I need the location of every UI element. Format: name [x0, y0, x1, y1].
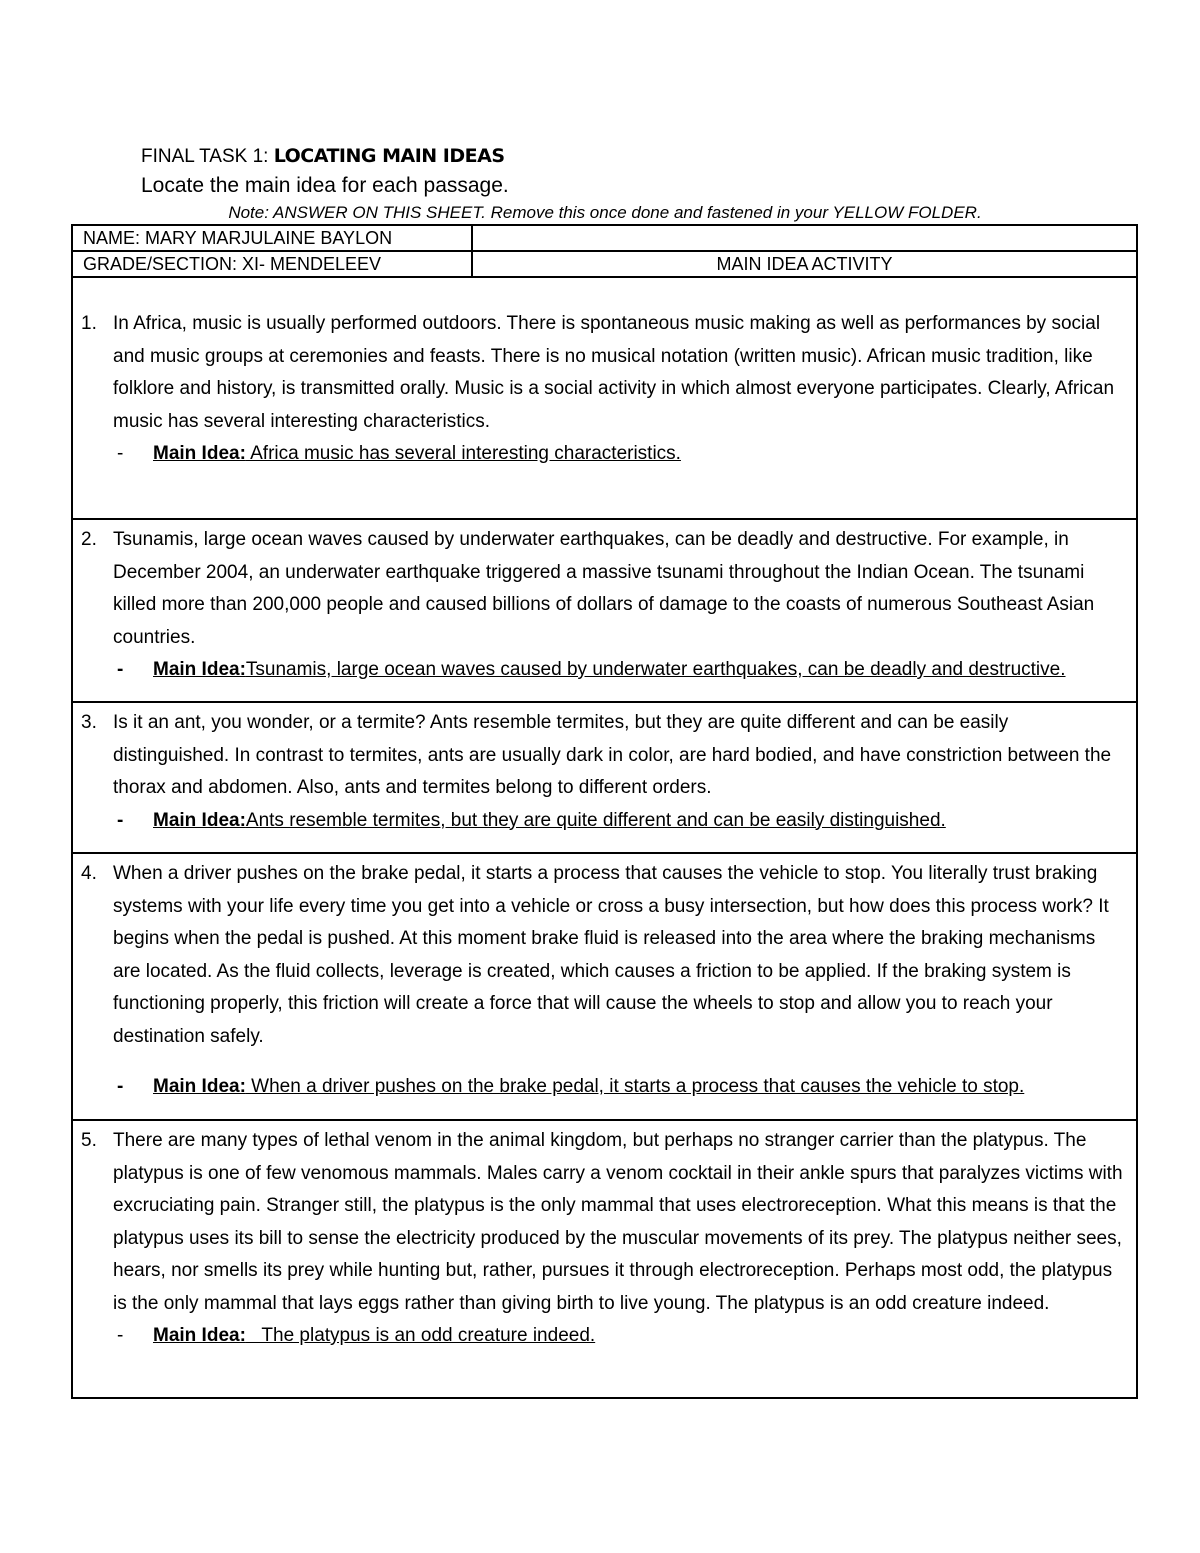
passage-number: 5. — [81, 1130, 97, 1151]
passage-cell — [72, 853, 1137, 1120]
passage-text: Tsunamis, large ocean waves caused by underwater earthquakes, can be deadly and destructive. For example, in December 2004, an underwater earthquake triggered a massive tsunami throughout the Indian Ocean. The tsunami killed more than 200,000 people and caused billions of dollars of damage to the coasts of numerous Southeast Asian countries. — [113, 529, 1095, 648]
passage-body — [73, 858, 1136, 1104]
passage-body — [73, 1125, 1136, 1353]
passage-body — [73, 524, 1136, 687]
worksheet-table-wrapper — [71, 224, 1138, 1399]
main-idea — [73, 1071, 1126, 1104]
passage-number: 3. — [81, 712, 97, 733]
passage-cell — [72, 519, 1137, 702]
main-idea-label: Main Idea: — [153, 1076, 246, 1097]
passage-row — [72, 853, 1137, 1120]
passage-row — [72, 702, 1137, 853]
task-title — [141, 143, 1141, 170]
main-idea — [73, 654, 1126, 687]
passage-cell — [72, 702, 1137, 853]
main-idea-answer: Tsunamis, large ocean waves caused by underwater earthquakes, can be deadly and destructive. — [245, 659, 1066, 680]
passages-table — [71, 276, 1138, 1399]
main-idea-label: Main Idea: — [153, 809, 246, 831]
main-idea-dash: - — [117, 1076, 124, 1097]
worksheet-header — [141, 143, 1141, 200]
passage-row — [72, 519, 1137, 702]
main-idea-dash: - — [117, 809, 124, 831]
main-idea-label: Main Idea: — [153, 1325, 246, 1346]
passage-number: 1. — [81, 313, 97, 334]
passage-body — [73, 308, 1136, 471]
grade-section: GRADE/SECTION: XI- MENDELEEV — [72, 251, 472, 277]
name-blank-cell — [472, 225, 1137, 251]
passage-row — [72, 277, 1137, 519]
task-title-prefix: FINAL TASK 1: — [141, 146, 274, 167]
main-idea-dash: - — [117, 443, 124, 464]
passage-body — [73, 707, 1136, 837]
main-idea-answer: Africa music has several interesting characteristics. — [245, 443, 681, 464]
task-instruction: Locate the main idea for each passage. — [141, 174, 509, 197]
activity-title: MAIN IDEA ACTIVITY — [472, 251, 1137, 277]
main-idea-answer: When a driver pushes on the brake pedal, it starts a process that causes the vehicle to stop. — [245, 1076, 1025, 1097]
task-note: Note: ANSWER ON THIS SHEET. Remove this once done and fastened in your YELLOW FOLDER. — [228, 203, 982, 222]
task-title-bold: LOCATING MAIN IDEAS — [273, 145, 505, 167]
passage-cell — [72, 277, 1137, 519]
main-idea — [73, 805, 1126, 838]
passage-text: When a driver pushes on the brake pedal, it starts a process that causes the vehicle to stop. You literally trust braking systems with your life every time you get into a vehicle or cross a busy intersection, but how does this process work? It begins when the pedal is pushed. At this moment brake fluid is released into the area where the braking mechanisms are located. As the fluid collects, leverage is created, which causes a friction to be applied. If the braking system is functioning properly, this friction will create a force that will cause the wheels to stop and allow you to reach your destination safely. — [113, 863, 1109, 1047]
passage-number: 4. — [81, 863, 97, 884]
main-idea-label: Main Idea: — [153, 659, 246, 680]
info-table — [71, 224, 1138, 278]
passage-text: In Africa, music is usually performed outdoors. There is spontaneous music making as well as performances by social and music groups at ceremonies and feasts. There is no musical notation (written music). African music tradition, like folklore and history, is transmitted orally. Music is a social activity in which almost everyone participates. Clearly, African music has several interesting characteristics. — [113, 313, 1115, 432]
passage-text: Is it an ant, you wonder, or a termite? Ants resemble termites, but they are quite different and can be easily distinguished. In contrast to termites, ants are usually dark in color, are hard bodied, and have constriction between the thorax and abdomen. Also, ants and termites belong to different orders. — [113, 712, 1112, 798]
name-row — [72, 225, 1137, 251]
passage-row — [72, 1120, 1137, 1398]
main-idea-dash: - — [117, 659, 124, 680]
student-name: NAME: MARY MARJULAINE BAYLON — [72, 225, 472, 251]
main-idea-answer: The platypus is an odd creature indeed. — [245, 1325, 596, 1346]
passage-number: 2. — [81, 529, 97, 550]
main-idea — [73, 438, 1126, 471]
passage-text: There are many types of lethal venom in the animal kingdom, but perhaps no stranger carrier than the platypus. The platypus is one of few venomous mammals. Males carry a venom cocktail in their ankle spurs that paralyzes victims with excruciating pain. Stranger still, the platypus is the only mammal that uses electroreception. What this means is that the platypus uses its bill to sense the electricity produced by the muscular movements of its prey. The platypus neither sees, hears, nor smells its prey while hunting but, rather, pursues it through electroreception. Perhaps most odd, the platypus is the only mammal that lays eggs rather than giving birth to live young. The platypus is an odd creature indeed. — [113, 1130, 1123, 1314]
main-idea-dash: - — [117, 1325, 124, 1346]
main-idea-label: Main Idea: — [153, 443, 246, 464]
grade-row — [72, 251, 1137, 277]
main-idea-answer: Ants resemble termites, but they are quite different and can be easily distinguished. — [245, 809, 946, 831]
passage-cell — [72, 1120, 1137, 1398]
main-idea — [73, 1320, 1126, 1353]
